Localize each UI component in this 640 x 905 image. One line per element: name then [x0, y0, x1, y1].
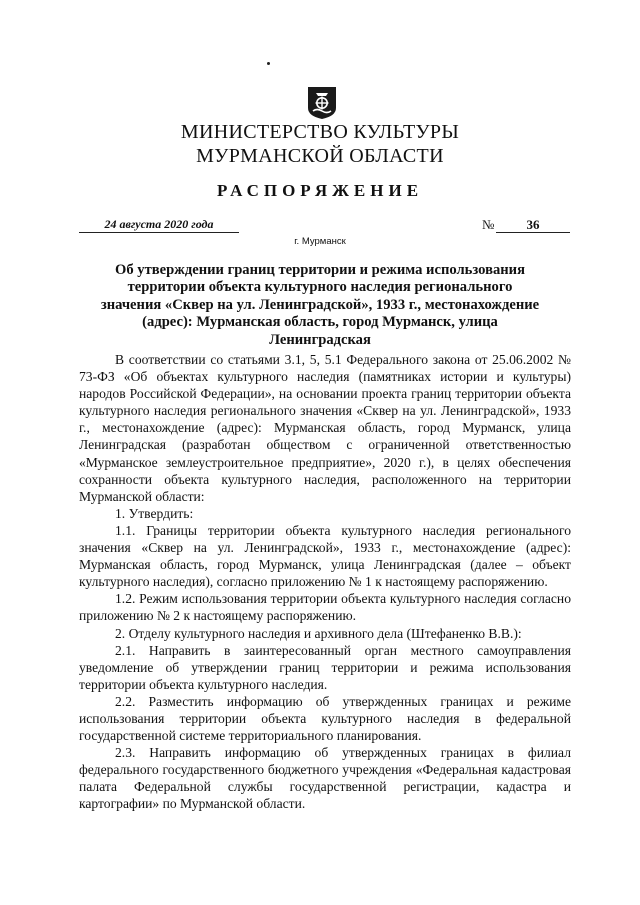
- preamble-paragraph: В соответствии со статьями 3.1, 5, 5.1 Федерального закона от 25.06.2002 № 73-ФЗ «Об объектах культурного наследия (памятниках истории и культуры) народов Российской Федерации», на основании проекта границ территории объекта культурного наследия регионального значения «Сквер на ул. Ленинградской», 1933 г., местонахождение (адрес): Мурманская область, город Мурманск, улица Ленинградская (разработан обществом с ограниченной ответственностью «Мурманское землеустроительное предприятие», 2020 г.), в целях обеспечения сохранности объекта культурного наследия, расположенного на территории Мурманской области:: [79, 352, 571, 504]
- order-subject: Об утверждении границ территории и режима использования территории объекта культурного наследия регионального значения «Сквер на ул. Ленинградской», 1933 г., местонахождение (адрес): Мурманская область, город Мурманск, улица Ленинградская: [100, 262, 540, 348]
- ministry-name: [0, 120, 640, 168]
- clause-2: 2. Отделу культурного наследия и архивного дела (Штефаненко В.В.):: [115, 625, 522, 641]
- clause-1-1: 1.1. Границы территории объекта культурного наследия регионального значения «Сквер на ул. Ленинградской», 1933 г., местонахождение (адрес): Мурманская область, город Мурманск, улица Ленинградская (далее – объект культурного наследия), согласно приложению № 1 к настоящему распоряжению.: [79, 522, 571, 590]
- number-sign: №: [482, 217, 495, 232]
- order-number: 36: [496, 217, 570, 233]
- clause-2-1: 2.1. Направить в заинтересованный орган местного самоуправления уведомление об утверждении границ территории и режима использования территории объекта культурного наследия.: [79, 642, 571, 692]
- clause-2-3: 2.3. Направить информацию об утвержденных границах в филиал федерального государственного бюджетного учреждения «Федеральная кадастровая палата Федеральной службы государственной регистрации, кадастра и картографии» по Мурманской области.: [79, 745, 571, 812]
- clause-1: 1. Утвердить:: [115, 505, 194, 521]
- scan-dot: [267, 62, 270, 65]
- order-title: РАСПОРЯЖЕНИЕ: [216, 181, 424, 200]
- clause-2-2: 2.2. Разместить информацию об утвержденных границах и режиме использования территории объекта культурного наследия в федеральной государственной системе территориального планирования.: [79, 693, 571, 744]
- order-date: 24 августа 2020 года: [79, 217, 239, 233]
- ministry-line-2: МУРМАНСКОЙ ОБЛАСТИ: [196, 145, 444, 167]
- murmansk-coat-of-arms-icon: [307, 86, 337, 120]
- document-body: [79, 351, 571, 813]
- city: г. Мурманск: [294, 236, 346, 247]
- ministry-line-1: МИНИСТЕРСТВО КУЛЬТУРЫ: [180, 121, 460, 143]
- clause-1-2: 1.2. Режим использования территории объекта культурного наследия согласно приложению № 2 к настоящему распоряжению.: [79, 591, 571, 624]
